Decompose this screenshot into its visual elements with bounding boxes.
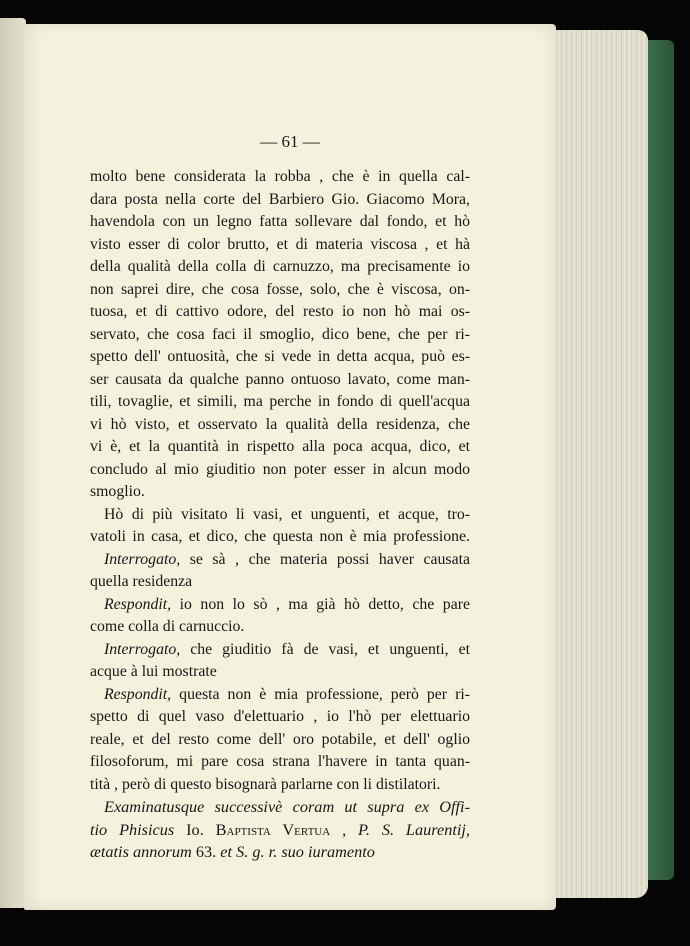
italic-text: et S. g. r. suo iuramento — [220, 842, 375, 861]
text-line — [90, 166, 470, 189]
text-line — [90, 684, 470, 707]
text-run: concludo al mio giuditio non poter esser in alcun modo — [90, 460, 470, 478]
text-line — [90, 819, 470, 842]
text-line — [90, 616, 470, 639]
text-run: molto bene considerata la robba , che è in quella cal- — [90, 168, 470, 185]
text-line — [90, 526, 470, 549]
text-run: questa non è mia professione, però per ri- — [171, 685, 470, 703]
text-run: filosoforum, mi pare cosa strana l'havere in tanta quan- — [90, 753, 470, 770]
italic-text: Examinatusque successivè coram ut supra ex Offi- — [104, 797, 470, 816]
text-run: spetto di quel vaso d'elettuario , io l'hò per elettuario — [90, 708, 470, 725]
text-run: tili, tovaglie, et simili, ma perche in fondo di quell'acqua — [90, 393, 470, 410]
text-line — [90, 774, 470, 797]
text-line — [90, 571, 470, 594]
book-page — [24, 24, 556, 910]
text-line — [90, 796, 470, 819]
text-run: che giuditio fà de vasi, et unguenti, et — [180, 640, 470, 658]
text-run: vi hò visto, et osservato la qualità della residenza, che — [90, 415, 470, 433]
text-run: Hò di più visitato li vasi, et unguenti, et acque, tro- — [104, 505, 470, 523]
text-line — [90, 639, 470, 662]
text-run: io non lo sò , ma già hò detto, che pare — [171, 595, 470, 613]
text-line — [90, 459, 470, 482]
text-run: visto esser di color brutto, et di materia viscosa , et hà — [90, 235, 470, 253]
text-line — [90, 414, 470, 437]
text-line — [90, 706, 470, 729]
text-run: Io. — [174, 819, 216, 839]
text-line — [90, 279, 470, 302]
italic-text: Respondit, — [104, 685, 172, 703]
text-run: smoglio. — [90, 483, 145, 500]
italic-text: Interrogato, — [104, 640, 181, 658]
italic-text: ætatis annorum — [90, 842, 192, 861]
text-line — [90, 324, 470, 347]
text-run: 63. — [191, 842, 221, 861]
text-run: spetto dell' ontuosità, che si vede in detta acqua, può es- — [90, 348, 470, 365]
text-run: quella residenza — [90, 573, 193, 590]
text-line — [90, 369, 470, 392]
page-number: — 61 — — [260, 132, 320, 151]
text-line — [90, 256, 470, 279]
text-run: tità , però di questo bisognarà parlarne con li distilatori. — [90, 775, 441, 793]
text-line — [90, 346, 470, 369]
text-run: vatoli in casa, et dico, che questa non è mia professione. — [90, 528, 470, 545]
page-stack-edges — [548, 30, 648, 898]
text-line — [90, 594, 470, 617]
text-line — [90, 729, 470, 752]
text-line — [90, 234, 470, 257]
italic-text: Respondit, — [104, 595, 172, 613]
previous-page-edge — [0, 18, 26, 908]
text-run: , — [330, 819, 359, 839]
text-run: vi è, et la quantità in rispetto alla poca acqua, dico, et — [90, 438, 470, 455]
text-run: ser causata da qualche panno ontuoso lavato, come man- — [90, 370, 470, 388]
text-run: tuosa, et di cattivo odore, del resto io non hò mai os- — [90, 303, 470, 320]
text-run: acque à lui mostrate — [90, 663, 217, 680]
text-line — [90, 211, 470, 234]
body-text — [90, 166, 470, 864]
text-line — [90, 391, 470, 414]
text-line — [90, 841, 470, 864]
text-line — [90, 436, 470, 459]
italic-text: tio Phisicus — [90, 819, 175, 839]
text-line — [90, 504, 470, 527]
italic-text: P. S. Laurentij, — [358, 819, 470, 839]
text-line — [90, 189, 470, 212]
text-run: come colla di carnuccio. — [90, 618, 245, 635]
text-run: servato, che cosa faci il smoglio, dico bene, che per ri- — [90, 325, 470, 343]
italic-text: Interrogato, — [104, 550, 181, 568]
text-run: se sà , che materia possi haver causata — [180, 550, 470, 568]
text-run: dara posta nella corte del Barbiero Gio. Giacomo Mora, — [90, 190, 470, 208]
text-line — [90, 301, 470, 324]
small-caps-text: Baptista Vertua — [215, 819, 331, 839]
text-run: della qualità della colla di carnuzzo, ma precisamente io — [90, 258, 470, 275]
text-line — [90, 481, 470, 504]
text-run: havendola con un legno fatta sollevare dal fondo, et hò — [90, 213, 470, 230]
text-line — [90, 549, 470, 572]
text-line — [90, 661, 470, 684]
text-line — [90, 751, 470, 774]
text-run: non saprei dire, che cosa fosse, solo, che è viscosa, on- — [90, 280, 470, 298]
text-run: reale, et del resto come dell' oro potabile, et dell' oglio — [90, 730, 470, 748]
